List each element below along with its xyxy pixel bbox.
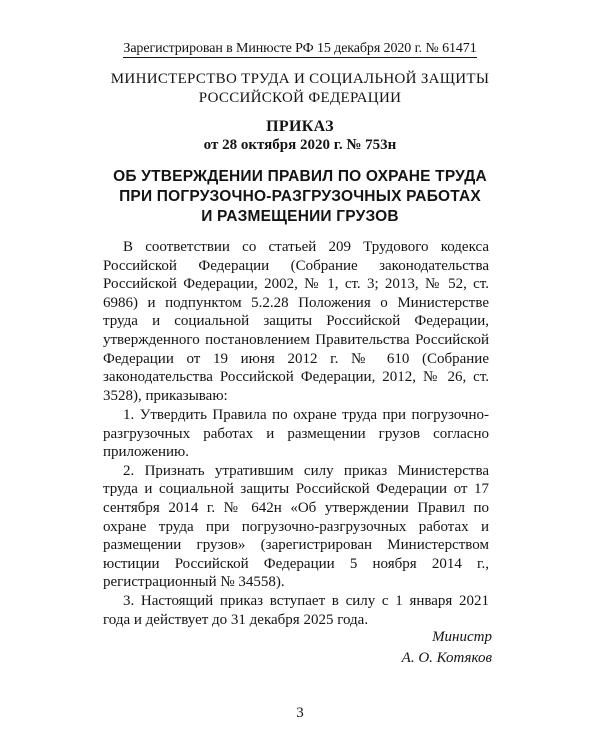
heading-line-1: ОБ УТВЕРЖДЕНИИ ПРАВИЛ ПО ОХРАНЕ ТРУДА: [113, 168, 487, 185]
ministry-header: [0, 70, 600, 108]
order-item-1: 1. Утвердить Правила по охране труда при погрузочно-разгрузочных работах и размещении грузов согласно приложению.: [103, 407, 489, 461]
signature-block: [402, 628, 492, 668]
ministry-line-2: РОССИЙСКОЙ ФЕДЕРАЦИИ: [198, 90, 402, 106]
signatory-name: А. О. Котяков: [401, 650, 492, 666]
signatory-role: Министр: [432, 629, 492, 645]
document-heading: [0, 167, 600, 227]
order-date: от 28 октября 2020 г. № 753н: [203, 137, 397, 153]
ministry-line-1: МИНИСТЕРСТВО ТРУДА И СОЦИАЛЬНОЙ ЗАЩИТЫ: [110, 71, 490, 87]
order-item-3: 3. Настоящий приказ вступает в силу с 1 января 2021 года и действует до 31 декабря 2025 года.: [103, 592, 489, 628]
preamble-block: [103, 238, 489, 405]
page-number: 3: [296, 705, 304, 721]
order-item-2: 2. Признать утратившим силу приказ Министерства труда и социальной защиты Российской Федерации от 17 сентября 2014 г. № 642н «Об утверждении Правил по охране труда при погрузочно-разгрузочных работах и размещении грузов» (зарегистрирован Министерством юстиции Российской Федерации 5 ноября 2014 г., регистрационный № 34558).: [103, 462, 489, 591]
order-items: [103, 406, 489, 629]
preamble-paragraph: В соответствии со статьей 209 Трудового кодекса Российской Федерации (Собрание законодательства Российской Федерации, 2002, № 1, ст. 3; 2013, № 52, ст. 6986) и подпунктом 5.2.28 Положения о Министерстве труда и социальной защиты Российской Федерации, утвержденного постановлением Правительства Российской Федерации от 19 июня 2012 г. № 610 (Собрание законодательства Российской Федерации, 2012, № 26, ст. 3528), приказываю:: [103, 239, 489, 404]
registration-note: [0, 41, 600, 57]
registration-text: Зарегистрирован в Минюсте РФ 15 декабря 2020 г. № 61471: [123, 41, 477, 56]
heading-line-3: И РАЗМЕЩЕНИИ ГРУЗОВ: [201, 208, 399, 225]
heading-line-2: ПРИ ПОГРУЗОЧНО-РАЗГРУЗОЧНЫХ РАБОТАХ: [119, 188, 481, 205]
order-title: ПРИКАЗ: [266, 118, 334, 135]
